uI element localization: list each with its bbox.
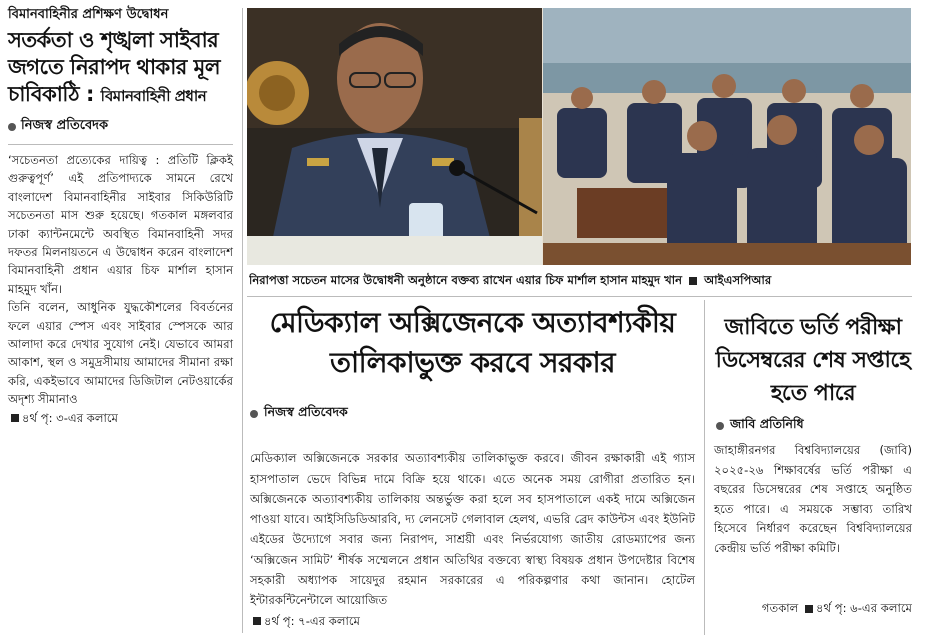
column-divider — [704, 300, 705, 635]
photo-credit: আইএসপিআর — [704, 273, 772, 287]
divider — [8, 144, 233, 145]
photo-caption-text: নিরাপত্তা সচেতন মাসের উদ্বোধনী অনুষ্ঠানে বক্তব্য রাখেন এয়ার চিফ মার্শাল হাসান মাহমুদ খান — [249, 273, 683, 287]
photo-illustration — [247, 8, 911, 265]
column-divider — [242, 8, 243, 633]
center-body-text: মেডিক্যাল অক্সিজেনকে সরকার অত্যাবশ্যকীয় তালিকাভুক্ত করবে। জীবন রক্ষাকারী এই গ্যাস হাসপাতাল ভেদে বিভিন্ন দামে বিক্রি হয়ে থাকে। এতে অনেক সময় রোগীরা প্রতারিত হন। অক্সিজেনকে অত্যাবশ্যকীয় তালিকায় অন্তর্ভুক্ত করা হলে সব হাসপাতালে একই দামে অক্সিজেন পাওয়া যাবে। আইসিডিডিআরবি, দ্য লেনসেট গেলাবাল হেলথ, এভরি ব্রেদ কাউন্টস এবং ইউনিট এইডের উদ্যোগে সবার জন্য নিরাপদ, সাশ্রয়ী এবং নির্ভরযোগ্য জাতীয় রোডম্যাপের জন্য ‘অক্সিজেন সামিট’ শীর্ষক সম্মেলনে প্রধান অতিথির বক্তব্যে স্বাস্থ্য বিষয়ক প্রধান উপদেষ্টার বিশেষ সহকারী অধ্যাপক সায়েদুর রহমান সরকারের এ পরিকল্পণার কথা জানান। হোটেল ইন্টারকন্টিনেন্টালে আয়োজিত — [250, 451, 695, 608]
right-body: জাহাঙ্গীরনগর বিশ্ববিদ্যালয়ের (জাবি) ২০২৫-২৬ শিক্ষাবর্ষের ভর্তি পরীক্ষা এ বছরের ডিসেম্বরের শেষ সপ্তাহে অনুষ্ঠিত হতে পারে। এ সময়কে সম্ভাব্য তারিখ হিসেবে নির্ধারণ করেছেন বিশ্ববিদ্যালয়ের কেন্দ্রীয় ভর্তি পরীক্ষা কমিটি। — [714, 443, 912, 555]
left-byline-text: নিজস্ব প্রতিবেদক — [21, 118, 109, 133]
center-byline — [250, 404, 348, 424]
left-story — [8, 6, 233, 636]
left-headline-text: সতর্কতা ও শৃঙ্খলা সাইবার জগতে নিরাপদ থাকার মূল চাবিকাঠি : — [8, 28, 220, 106]
right-continued — [714, 600, 912, 619]
center-byline-text: নিজস্ব প্রতিবেদক — [264, 404, 348, 419]
bullet-icon — [716, 422, 724, 430]
photo-caption — [249, 272, 914, 291]
left-headline — [8, 27, 233, 110]
square-bullet-icon — [253, 617, 261, 625]
news-photo — [247, 8, 911, 265]
left-kicker: বিমানবাহিনীর প্রশিক্ষণ উদ্বোধন — [8, 7, 169, 22]
divider — [247, 296, 912, 297]
left-byline — [8, 116, 233, 137]
right-continued-prefix: গতকাল — [761, 601, 799, 615]
square-bullet-icon — [689, 277, 697, 285]
right-headline: জাবিতে ভর্তি পরীক্ষা ডিসেম্বরের শেষ সপ্তাহে হতে পারে — [715, 315, 911, 406]
right-byline-text: জাবি প্রতিনিধি — [730, 416, 804, 431]
left-body: ‘সচেতনতা প্রত্যেকের দায়িত্ব : প্রতিটি ক্লিকই গুরুত্বপূর্ণ’ এই প্রতিপাদ্যকে সামনে রেখে বাংলাদেশ বিমানবাহিনীর সাইবার সিকিউরিটি সচেতনতা মাস শুরু হয়েছে। গতকাল মঙ্গলবার ঢাকা ক্যান্টনমেন্টে অবস্থিত বিমানবাহিনী সদর দফতর মিলনায়তনে এ উদ্বোধন করেন বাংলাদেশ বিমানবাহিনী প্রধান এয়ার চিফ মার্শাল হাসান মাহমুদ খাঁন। তিনি বলেন, আধুনিক যুদ্ধকৌশলের বিবর্তনের ফলে এয়ার স্পেস এবং সাইবার স্পেসকে আর আলাদা করে দেখার সুযোগ নেই। যেভাবে আমরা আকাশ, স্থল ও সমুদ্রসীমায় আমাদের সীমানা রক্ষা করি, একইভাবে আমাদের ডিজিটাল নেটওয়ার্কের অদৃশ্য সীমানাও — [8, 153, 233, 407]
square-bullet-icon — [11, 414, 19, 422]
left-continued-text: ৪র্থ পৃ: ৩-এর কলামে — [22, 410, 118, 425]
center-continued: ৪র্থ পৃ: ৭-এর কলামে — [264, 613, 360, 628]
right-byline — [716, 416, 804, 436]
right-continued-text: ৪র্থ পৃ: ৬-এর কলামে — [816, 601, 912, 615]
left-continued — [8, 409, 233, 427]
center-headline: মেডিক্যাল অক্সিজেনকে অত্যাবশ্যকীয় তালিকাভুক্ত করবে সরকার — [269, 306, 676, 379]
left-headline-source: বিমানবাহিনী প্রধান — [100, 87, 207, 105]
bullet-icon — [8, 123, 16, 131]
square-bullet-icon — [805, 605, 813, 613]
center-body — [250, 428, 695, 631]
bullet-icon — [250, 410, 258, 418]
